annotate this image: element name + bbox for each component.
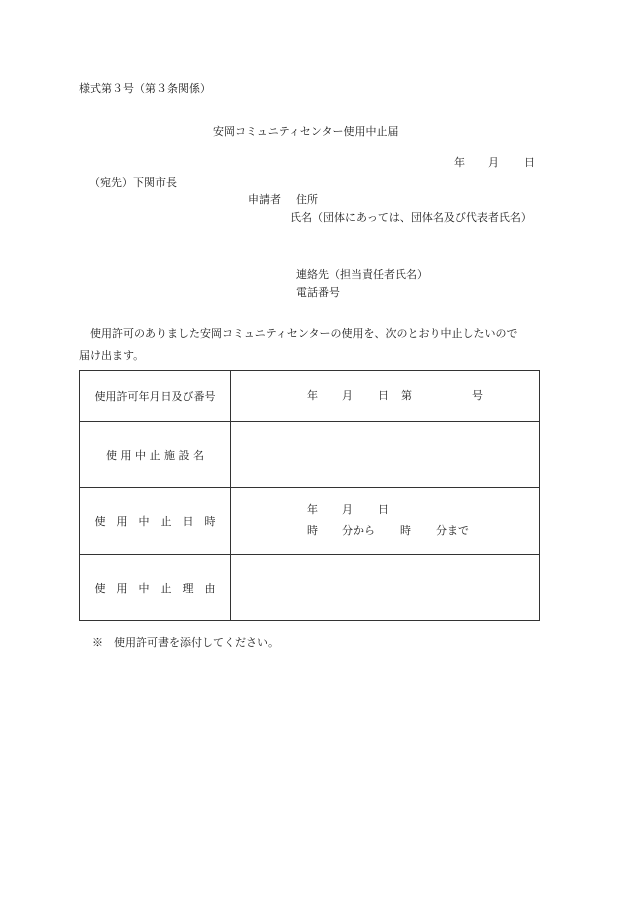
permit-label-cell [80, 371, 231, 421]
date-month-label: 月 [488, 156, 499, 169]
permit-year-label: 年 [307, 389, 318, 402]
datetime-hour-from-label: 時 [307, 524, 318, 537]
datetime-day-label: 日 [378, 503, 389, 516]
body-text [79, 323, 549, 367]
permit-day-label: 日 [378, 389, 389, 402]
body-line-2: 届け出ます。 [79, 349, 145, 362]
permit-label: 使用許可年月日及び番号 [94, 390, 216, 403]
table-row-facility [80, 422, 539, 488]
date-year-label: 年 [454, 156, 465, 169]
contact-label: 連絡先（担当責任者氏名） [296, 268, 428, 281]
date-day-label: 日 [524, 156, 535, 169]
datetime-month-label: 月 [342, 503, 353, 516]
datetime-hour-to-label: 時 [400, 524, 411, 537]
applicant-address-label: 住所 [296, 193, 318, 206]
reason-label-cell [80, 555, 231, 620]
datetime-year-label: 年 [307, 503, 318, 516]
permit-number-label: 号 [472, 389, 483, 402]
table-row-reason [80, 555, 539, 620]
datetime-min-from-label: 分から [342, 524, 375, 537]
applicant-label: 申請者 [248, 193, 281, 206]
datetime-label: 使 用 中 止 日 時 [94, 515, 216, 528]
body-line-1: 使用許可のありました安岡コミュニティセンターの使用を、次のとおり中止したいので [90, 327, 518, 340]
table-row-datetime [80, 488, 539, 555]
form-table [79, 370, 540, 621]
addressee: （宛先）下関市長 [89, 176, 177, 189]
permit-month-label: 月 [342, 389, 353, 402]
permit-no-label: 第 [401, 389, 412, 402]
applicant-name-label: 氏名（団体にあっては、団体名及び代表者氏名） [290, 211, 532, 224]
datetime-min-to-label: 分まで [436, 524, 469, 537]
facility-label-cell [80, 422, 231, 487]
datetime-label-cell [80, 488, 231, 554]
form-id: 様式第３号（第３条関係） [79, 82, 211, 95]
facility-label: 使 用 中 止 施 設 名 [106, 448, 204, 462]
document-title: 安岡コミュニティセンター使用中止届 [213, 125, 399, 138]
footnote: ※ 使用許可書を添付してください。 [92, 636, 279, 649]
table-row-permit [80, 371, 539, 422]
phone-label: 電話番号 [296, 286, 340, 299]
reason-label: 使 用 中 止 理 由 [94, 581, 216, 595]
